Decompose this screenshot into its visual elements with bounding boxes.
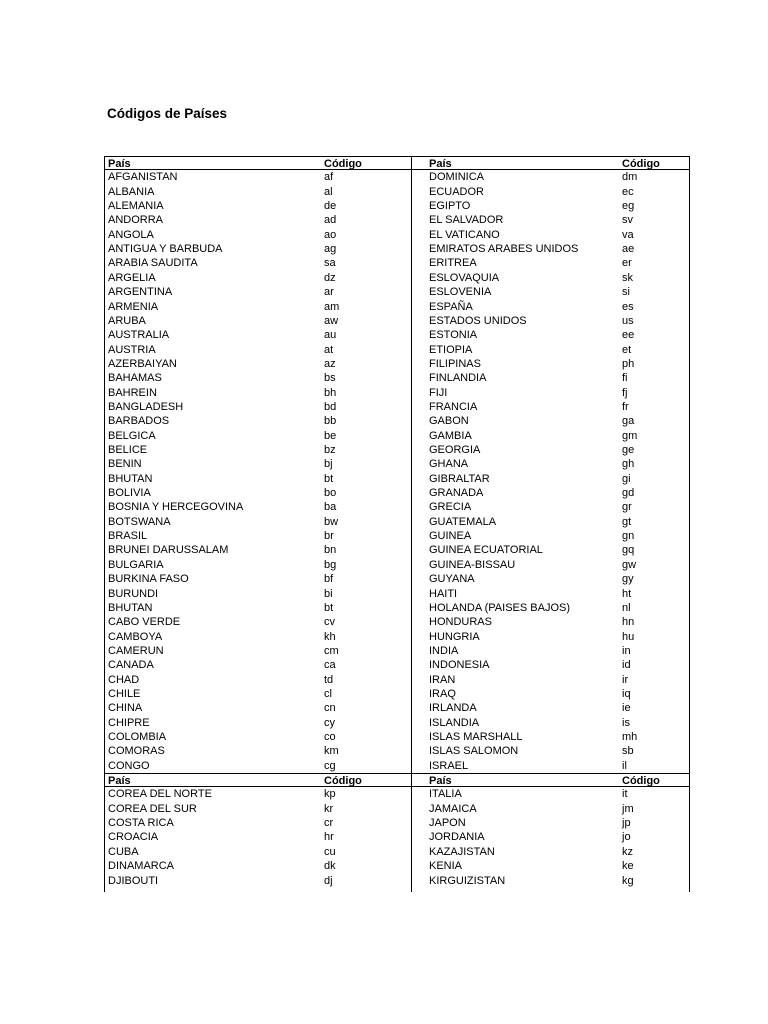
country-code: bi [324,587,333,600]
country-code: eg [622,200,635,213]
table-row [105,386,689,400]
country-name: BOTSWANA [108,515,171,528]
country-name: ERITREA [429,257,477,270]
table-row [105,314,689,328]
table-row [105,787,689,801]
country-name: IRLANDA [429,702,477,715]
table-row [105,587,689,601]
country-name: INDIA [429,644,459,657]
country-code: bt [324,472,334,485]
country-code: kz [622,845,633,858]
country-code: er [622,257,632,270]
header-codigo: Código [622,158,660,170]
table-row [105,687,689,701]
country-name: DINAMARCA [108,860,175,873]
country-code: it [622,788,628,801]
country-code: si [622,286,630,299]
table-row [105,357,689,371]
table-row [105,228,689,242]
country-name: CHAD [108,673,140,686]
country-name: ARGELIA [108,271,156,284]
country-name: BAHREIN [108,386,157,399]
country-name: GIBRALTAR [429,472,490,485]
country-code: co [324,731,336,743]
country-name: BRASIL [108,530,148,543]
country-code: cl [324,687,332,700]
country-code: kp [324,788,336,801]
country-name: JAPON [429,817,466,830]
country-code: kh [324,630,336,643]
table-row [105,515,689,529]
country-name: GUINEA ECUATORIAL [429,544,543,557]
table-row [105,572,689,586]
country-code: ee [622,329,635,342]
table-row [105,630,689,644]
country-code: bz [324,444,336,456]
country-code: dj [324,874,333,887]
table-row [105,343,689,357]
country-code: hr [324,831,334,844]
table-row [105,615,689,629]
country-code: va [622,228,634,241]
country-name: FINLANDIA [429,372,487,385]
country-name: CHIPRE [108,716,150,729]
country-code: au [324,329,337,342]
country-name: COREA DEL SUR [108,802,197,815]
country-code: bh [324,386,337,399]
country-name: CHINA [108,702,143,715]
country-name: ANGOLA [108,228,154,241]
country-code: fj [622,386,628,399]
country-code: bg [324,558,337,571]
country-code: bf [324,573,334,586]
country-code: jo [622,831,631,844]
country-name: KIRGUIZISTAN [429,874,506,887]
country-name: FIJI [429,386,448,399]
country-name: EL VATICANO [429,228,500,241]
country-code: bs [324,372,336,385]
country-name: IRAQ [429,687,456,700]
country-name: CABO VERDE [108,616,181,629]
country-name: GHANA [429,458,469,471]
country-code: us [622,314,634,327]
table-row [105,400,689,414]
country-name: HONDURAS [429,616,492,629]
country-name: ALEMANIA [108,200,164,213]
country-name: DOMINICA [429,171,484,184]
table-row [105,744,689,758]
country-code: gd [622,487,635,500]
country-code: sa [324,257,336,270]
country-name: ARGENTINA [108,286,173,299]
table-row [105,802,689,816]
country-code: kr [324,802,334,815]
table-row [105,859,689,873]
country-name: GRANADA [429,487,484,500]
table-header-row [105,156,689,170]
table-row [105,543,689,557]
country-name: BELGICA [108,429,156,442]
country-name: AFGANISTAN [108,171,178,184]
country-name: BULGARIA [108,558,164,571]
table-row [105,170,689,184]
table-row [105,443,689,457]
country-name: CROACIA [108,831,159,844]
country-code: ph [622,357,635,370]
country-name: FRANCIA [429,400,478,413]
country-name: CAMBOYA [108,630,163,643]
country-code: bo [324,487,337,500]
country-code: km [324,745,339,758]
country-code: mh [622,731,638,743]
table-row [105,256,689,270]
table-row [105,558,689,572]
country-name: HUNGRIA [429,630,480,643]
table-row [105,601,689,615]
country-code: bn [324,544,337,557]
country-name: ISLAS SALOMON [429,745,519,758]
country-code: jp [622,817,631,830]
country-name: GAMBIA [429,429,472,442]
country-name: BHUTAN [108,472,153,485]
country-code: cu [324,845,336,858]
table-row [105,759,689,773]
header-pais: País [429,158,452,170]
country-code: ie [622,702,631,715]
header-pais: País [429,775,452,788]
country-code: jm [622,802,634,815]
country-name: COREA DEL NORTE [108,788,212,801]
table-row [105,701,689,715]
country-code: dk [324,860,336,873]
country-code: bt [324,601,334,614]
country-name: IRAN [429,673,456,686]
header-pais: País [108,775,131,788]
country-code: sv [622,214,633,227]
country-name: ARMENIA [108,300,159,313]
country-code: il [622,759,627,772]
country-code: ae [622,243,635,256]
country-name: DJIBOUTI [108,874,159,887]
country-name: COSTA RICA [108,817,174,830]
country-code: fr [622,400,629,413]
country-name: BURUNDI [108,587,159,600]
table-row [105,486,689,500]
table-row [105,845,689,859]
country-name: EL SALVADOR [429,214,504,227]
country-code: cm [324,644,339,657]
country-code: gy [622,573,634,586]
country-code: ke [622,860,634,873]
table-row [105,816,689,830]
country-code: gq [622,544,635,557]
country-name: ESTONIA [429,329,478,342]
country-code: gt [622,515,632,528]
country-name: ESTADOS UNIDOS [429,314,527,327]
table-row [105,457,689,471]
country-name: ETIOPIA [429,343,473,356]
country-name: COMORAS [108,745,165,758]
table-row [105,658,689,672]
country-name: INDONESIA [429,659,490,672]
country-name: ECUADOR [429,185,485,198]
country-code: be [324,429,337,442]
country-name: CANADA [108,659,154,672]
country-code: br [324,530,334,543]
country-code: al [324,185,333,198]
table-row [105,414,689,428]
page-title: Códigos de Países [107,106,228,121]
table-row [105,673,689,687]
country-name: BRUNEI DARUSSALAM [108,544,229,557]
country-name: ALBANIA [108,185,155,198]
country-name: ISLAS MARSHALL [429,731,523,743]
header-codigo: Código [622,775,660,788]
country-name: GUINEA [429,530,472,543]
country-name: GUYANA [429,573,475,586]
country-name: GEORGIA [429,444,481,456]
country-code: ge [622,444,635,456]
country-name: EMIRATOS ARABES UNIDOS [429,243,579,256]
country-code: in [622,644,631,657]
country-code: bw [324,515,339,528]
country-code: ad [324,214,337,227]
country-name: GABON [429,415,469,428]
country-code: gm [622,429,638,442]
table-row [105,874,689,888]
table-row [105,199,689,213]
country-code: gr [622,501,632,514]
country-name: ARUBA [108,314,146,327]
country-name: BOSNIA Y HERCEGOVINA [108,501,244,514]
country-name: BARBADOS [108,415,170,428]
country-code: af [324,171,334,184]
country-name: HAITI [429,587,458,600]
country-code: ba [324,501,337,514]
table-row [105,271,689,285]
table-header-row [105,773,689,787]
table-row [105,185,689,199]
country-name: GUATEMALA [429,515,497,528]
country-code: bd [324,400,337,413]
country-name: EGIPTO [429,200,471,213]
country-name: BELICE [108,444,148,456]
table-row [105,213,689,227]
country-name: BAHAMAS [108,372,162,385]
country-name: CAMERUN [108,644,164,657]
country-code: at [324,343,334,356]
country-code: aw [324,314,339,327]
country-name: CUBA [108,845,139,858]
country-code: iq [622,687,631,700]
table-row [105,644,689,658]
country-name: KENIA [429,860,463,873]
country-code: ca [324,659,336,672]
table-row [105,830,689,844]
country-code: ga [622,415,635,428]
country-code: es [622,300,634,313]
country-name: FILIPINAS [429,357,481,370]
table-row [105,429,689,443]
country-code: ec [622,185,634,198]
country-code: gi [622,472,631,485]
country-name: GRECIA [429,501,472,514]
table-row [105,529,689,543]
country-name: BENIN [108,458,142,471]
country-name: JAMAICA [429,802,477,815]
country-name: HOLANDA (PAISES BAJOS) [429,601,571,614]
country-code: td [324,673,334,686]
header-codigo: Código [324,158,362,170]
country-code: hu [622,630,635,643]
country-code: dz [324,271,336,284]
country-name: BANGLADESH [108,400,184,413]
country-name: ITALIA [429,788,462,801]
country-code: sb [622,745,634,758]
country-code: az [324,357,336,370]
country-name: CONGO [108,759,150,772]
country-code: ar [324,286,334,299]
country-name: ESLOVAQUIA [429,271,500,284]
country-name: GUINEA-BISSAU [429,558,516,571]
country-name: CHILE [108,687,141,700]
country-name: AZERBAIYAN [108,357,177,370]
country-code: gh [622,458,635,471]
country-code: id [622,659,631,672]
country-name: ISRAEL [429,759,469,772]
country-code: cg [324,759,336,772]
table-row [105,716,689,730]
country-code: cv [324,616,335,629]
country-name: AUSTRIA [108,343,156,356]
country-code: gn [622,530,635,543]
country-name: ARABIA SAUDITA [108,257,198,270]
table-row [105,371,689,385]
country-name: ESPAÑA [429,300,473,313]
country-code: is [622,716,630,729]
country-name: COLOMBIA [108,731,167,743]
country-code: bb [324,415,337,428]
country-code: hn [622,616,635,629]
country-name: ESLOVENIA [429,286,492,299]
country-code: cr [324,817,334,830]
country-name: KAZAJISTAN [429,845,495,858]
country-code: cn [324,702,336,715]
country-code: fi [622,372,628,385]
country-name: ISLANDIA [429,716,480,729]
country-code: ht [622,587,632,600]
country-name: BHUTAN [108,601,153,614]
country-code: ao [324,228,337,241]
country-code: cy [324,716,335,729]
table-row [105,730,689,744]
table-row [105,300,689,314]
country-code: bj [324,458,333,471]
country-codes-table [104,156,690,892]
country-name: JORDANIA [429,831,485,844]
country-code: gw [622,558,637,571]
header-codigo: Código [324,775,362,788]
country-name: BOLIVIA [108,487,151,500]
country-name: BURKINA FASO [108,573,189,586]
table-row [105,472,689,486]
header-pais: País [108,158,131,170]
country-name: ANTIGUA Y BARBUDA [108,243,223,256]
country-code: et [622,343,632,356]
country-code: nl [622,601,631,614]
country-code: am [324,300,340,313]
country-code: de [324,200,337,213]
table-row [105,242,689,256]
country-code: ag [324,243,337,256]
table-row [105,285,689,299]
country-code: ir [622,673,629,686]
country-name: AUSTRALIA [108,329,170,342]
country-code: sk [622,271,633,284]
table-row [105,500,689,514]
country-code: dm [622,171,638,184]
country-name: ANDORRA [108,214,164,227]
table-row [105,328,689,342]
country-code: kg [622,874,634,887]
